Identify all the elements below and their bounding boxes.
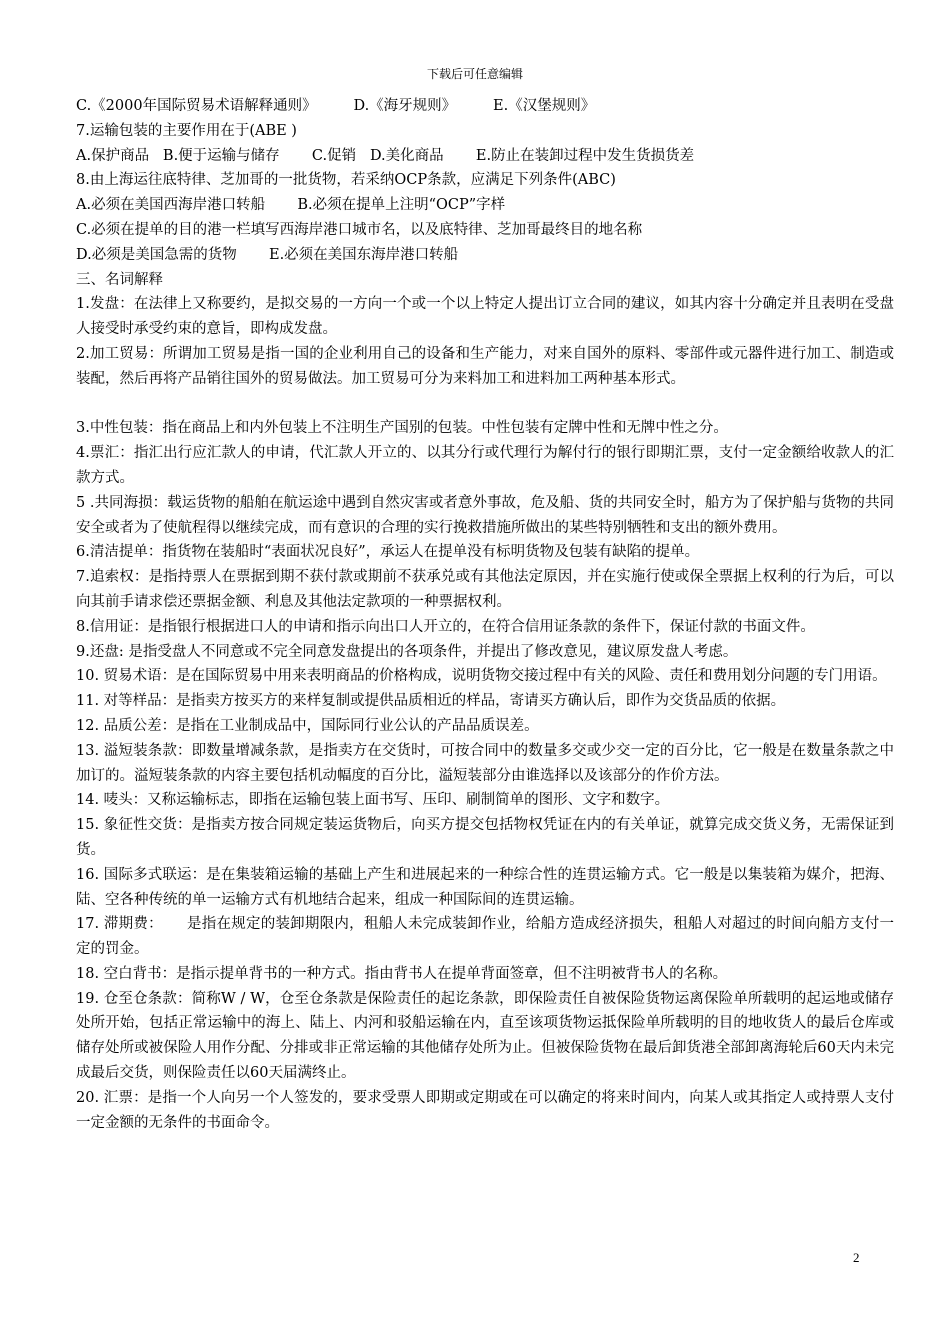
term-10: 10. 贸易术语：是在国际贸易中用来表明商品的价格构成，说明货物交接过程中有关的风险、责任和费用划分问题的专门用语。 <box>76 668 887 685</box>
question-8-options-a-b: A.必须在美国西海岸港口转船 B.必须在提单上注明“OCP”字样 <box>76 197 506 214</box>
option-line-c-d-e: C.《2000年国际贸易术语解释通则》 D.《海牙规则》 E.《汉堡规则》 <box>76 98 596 114</box>
blank-line <box>76 392 894 417</box>
term-12: 12. 品质公差：是指在工业制成品中，国际同行业公认的产品品质误差。 <box>76 717 539 734</box>
term-15: 15. 象征性交货：是指卖方按合同规定装运货物后，向买方提交包括物权凭证在内的有关单证，就算完成交货义务，无需保证到货。 <box>76 817 894 858</box>
term-18: 18. 空白背书：是指示提单背书的一种方式。指由背书人在提单背面签章，但不注明被背书人的名称。 <box>76 965 728 982</box>
term-13: 13. 溢短装条款：即数量增减条款，是指卖方在交货时，可按合同中的数量多交或少交一定的百分比，它一般是在数量条款之中加订的。溢短装条款的内容主要包括机动幅度的百分比，溢短装部分由谁选择以及该部分的作价方法。 <box>76 742 894 784</box>
term-7: 7.追索权：是指持票人在票据到期不获付款或期前不获承兑或有其他法定原因，并在实施行使或保全票据上权利的行为后，可以向其前手请求偿还票据金额、利息及其他法定款项的一种票据权利。 <box>76 569 894 610</box>
term-20: 20. 汇票：是指一个人向另一个人签发的，要求受票人即期或定期或在可以确定的将来时间内，向某人或其指定人或持票人支付一定金额的无条件的书面命令。 <box>76 1089 894 1131</box>
question-7: 7.运输包装的主要作用在于(ABE ) <box>76 122 297 139</box>
term-8: 8.信用证：是指银行根据进口人的申请和指示向出口人开立的，在符合信用证条款的条件下，保证付款的书面文件。 <box>76 618 815 635</box>
term-9: 9.还盘: 是指受盘人不同意或不完全同意发盘提出的各项条件，并提出了修改意见，建议原发盘人考虑。 <box>76 643 738 660</box>
question-8: 8.由上海运往底特律、芝加哥的一批货物，若采纳OCP条款，应满足下列条件(ABC) <box>76 172 616 189</box>
term-19: 19. 仓至仓条款：简称W / W，仓至仓条款是保险责任的起讫条款，即保险责任自被保险货物运离保险单所载明的起运地或储存处所开始，包括正常运输中的海上、陆上、内河和驳船运输在内，直至该项货物运抵保险单所载明的目的地收货人的最后仓库或储存处所或被保险人用作分配、分排或非正常运输的其他储存处所为止。但被保险货物在最后卸货港全部卸离海轮后60天内未完成最后交货，则保险责任以60天届满终止。 <box>76 990 894 1082</box>
page-header: 下载后可任意编辑 <box>426 67 523 81</box>
question-7-options: A.保护商品 B.便于运输与储存 C.促销 D.美化商品 E.防止在装卸过程中发生货损货差 <box>76 147 695 164</box>
question-8-options-d-e: D.必须是美国急需的货物 E.必须在美国东海岸港口转船 <box>76 246 459 263</box>
term-2: 2.加工贸易：所谓加工贸易是指一国的企业利用自己的设备和生产能力，对来自国外的原料、零部件或元器件进行加工、制造或装配，然后再将产品销往国外的贸易做法。加工贸易可分为来料加工和进料加工两种基本形式。 <box>76 345 894 387</box>
term-3: 3.中性包装：指在商品上和内外包装上不注明生产国别的包装。中性包装有定牌中性和无牌中性之分。 <box>76 420 728 437</box>
question-8-option-c: C.必须在提单的目的港一栏填写西海岸港口城市名，以及底特律、芝加哥最终目的地名称 <box>76 221 643 238</box>
term-16: 16. 国际多式联运：是在集装箱运输的基础上产生和进展起来的一种综合性的连贯运输方式。它一般是以集装箱为媒介，把海、陆、空各种传统的单一运输方式有机地结合起来，组成一种国际间的连贯运输。 <box>76 866 894 908</box>
term-6: 6.清洁提单：指货物在装船时“表面状况良好”，承运人在提单没有标明货物及包装有缺陷的提单。 <box>76 544 700 561</box>
document-body <box>76 94 894 1135</box>
term-1: 1.发盘：在法律上又称要约，是拟交易的一方向一个或一个以上特定人提出订立合同的建议，如其内容十分确定并且表明在受盘人接受时承受约束的意旨，即构成发盘。 <box>76 296 894 338</box>
section-heading: 三、名词解释 <box>76 271 163 288</box>
term-14: 14. 唛头：又称运输标志，即指在运输包装上面书写、压印、刷制简单的图形、文字和数字。 <box>76 792 670 809</box>
term-11: 11. 对等样品：是指卖方按买方的来样复制或提供品质相近的样品，寄请买方确认后，即作为交货品质的依据。 <box>76 693 786 710</box>
page-number: 2 <box>853 1250 860 1265</box>
term-5: 5 .共同海损：载运货物的船舶在航运途中遇到自然灾害或者意外事故，危及船、货的共同安全时，船方为了保护船与货物的共同安全或者为了使航程得以继续完成，而有意识的合理的实行挽救措施所做出的某些特别牺牲和支出的额外费用。 <box>76 494 894 536</box>
term-4: 4.票汇：指汇出行应汇款人的申请，代汇款人开立的、以其分行或代理行为解付行的银行即期汇票，支付一定金额给收款人的汇款方式。 <box>76 445 894 486</box>
term-17: 17. 滞期费： 是指在规定的装卸期限内，租船人未完成装卸作业，给船方造成经济损失，租船人对超过的时间向船方支付一定的罚金。 <box>76 916 894 958</box>
